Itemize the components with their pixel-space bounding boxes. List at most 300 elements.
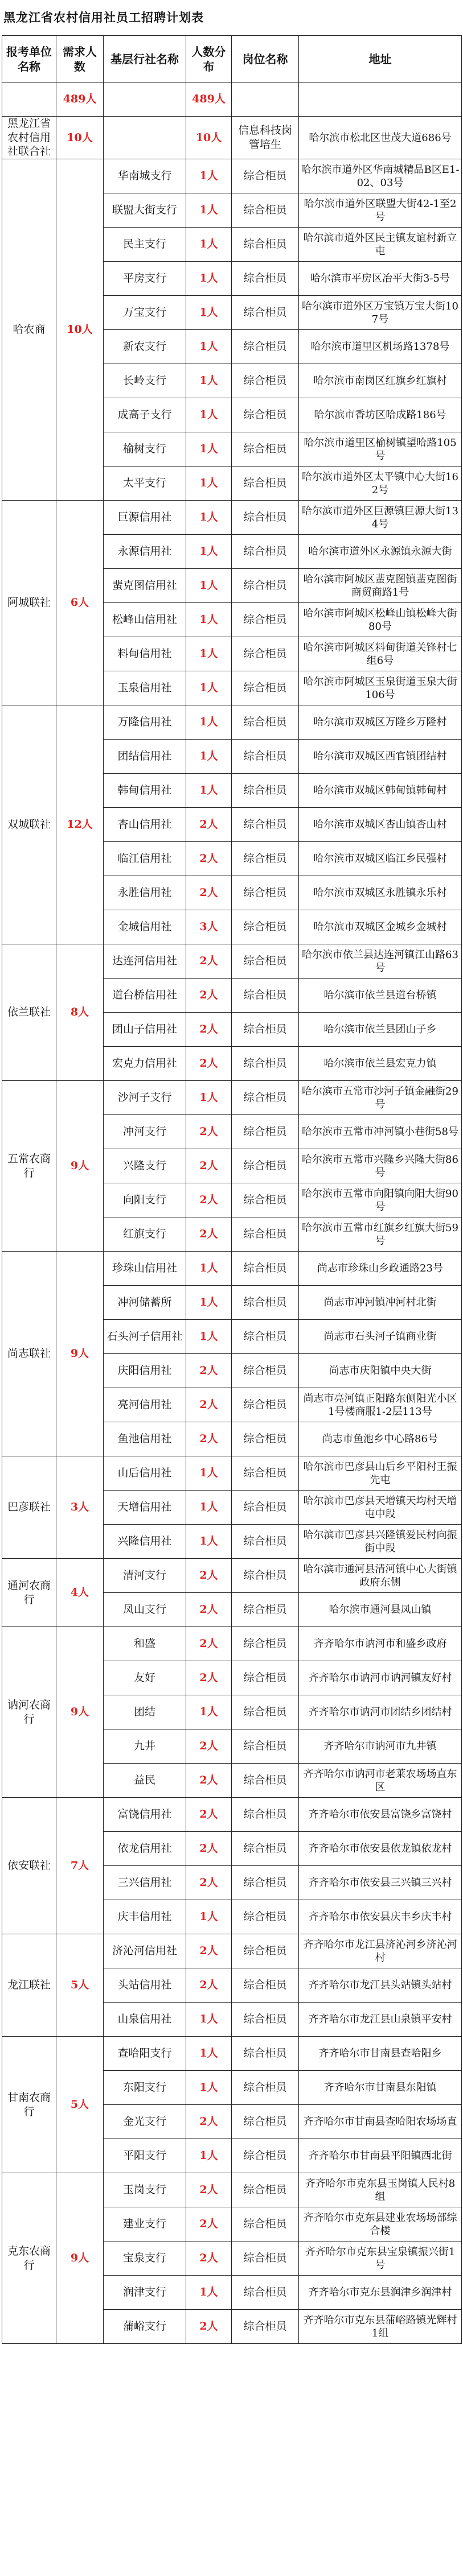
unit-name-cell: 五常农商行 [2, 1081, 56, 1252]
alloc-count-cell: 1人 [186, 262, 232, 296]
position-name-cell: 综合柜员 [232, 637, 299, 671]
position-name-cell: 综合柜员 [232, 228, 299, 262]
position-name-cell: 综合柜员 [232, 1320, 299, 1354]
branch-name-cell: 民主支行 [104, 228, 186, 262]
alloc-count-cell: 2人 [186, 1832, 232, 1866]
address-cell: 哈尔滨市阿城区松峰山镇松峰大街80号 [299, 603, 462, 637]
position-name-cell: 综合柜员 [232, 603, 299, 637]
alloc-count-cell: 1人 [186, 193, 232, 228]
address-cell: 哈尔滨市双城区金城乡金城村 [299, 910, 462, 944]
alloc-count-cell: 1人 [186, 2003, 232, 2037]
branch-name-cell: 天增信用社 [104, 1491, 186, 1525]
address-cell: 齐齐哈尔市讷河市讷河镇友好村 [299, 1661, 462, 1695]
address-cell: 齐齐哈尔市讷河市和盛乡政府 [299, 1627, 462, 1661]
alloc-count-cell: 2人 [186, 1047, 232, 1081]
branch-name-cell: 三兴信用社 [104, 1866, 186, 1900]
address-cell: 哈尔滨市通河县凤山镇 [299, 1593, 462, 1627]
branch-name-cell: 宝泉支行 [104, 2241, 186, 2276]
table-row [2, 2037, 462, 2071]
address-cell: 齐齐哈尔市依安县依龙镇依龙村 [299, 1832, 462, 1866]
address-cell: 哈尔滨市双城区永胜镇永乐村 [299, 876, 462, 910]
position-name-cell: 综合柜员 [232, 1934, 299, 1968]
branch-name-cell: 石头河子信用社 [104, 1320, 186, 1354]
address-cell: 齐齐哈尔市克东县宝泉镇振兴街1号 [299, 2241, 462, 2276]
address-cell: 哈尔滨市松北区世茂大道686号 [299, 117, 462, 159]
position-name-cell: 综合柜员 [232, 842, 299, 876]
alloc-count-cell: 2人 [186, 2241, 232, 2276]
address-cell: 哈尔滨市南岗区红旗乡红旗村 [299, 364, 462, 398]
address-cell: 齐齐哈尔市克东县蒲峪路镇光辉村1组 [299, 2310, 462, 2344]
position-name-cell: 综合柜员 [232, 1047, 299, 1081]
address-cell: 哈尔滨市阿城区料甸街道关锋村七组6号 [299, 637, 462, 671]
branch-name-cell: 料甸信用社 [104, 637, 186, 671]
alloc-count-cell: 2人 [186, 1559, 232, 1593]
branch-name-cell: 蜚克图信用社 [104, 569, 186, 603]
position-name-cell: 综合柜员 [232, 2003, 299, 2037]
address-cell: 哈尔滨市道外区万宝镇万宝大街107号 [299, 296, 462, 330]
demand-count-cell: 3人 [56, 1456, 104, 1559]
address-cell: 齐齐哈尔市克东县玉岗镇人民村8组 [299, 2173, 462, 2207]
unit-name-cell: 依安联社 [2, 1798, 56, 1934]
branch-name-cell: 平房支行 [104, 262, 186, 296]
branch-name-cell: 和盛 [104, 1627, 186, 1661]
demand-count-cell: 9人 [56, 2173, 104, 2344]
alloc-count-cell: 1人 [186, 637, 232, 671]
address-cell: 哈尔滨市双城区万隆乡万隆村 [299, 705, 462, 740]
branch-name-cell: 临江信用社 [104, 842, 186, 876]
header-position: 岗位名称 [232, 36, 299, 82]
address-cell: 哈尔滨市道里区机场路1378号 [299, 330, 462, 364]
branch-name-cell: 团山子信用社 [104, 1013, 186, 1047]
branch-name-cell: 达连河信用社 [104, 944, 186, 979]
alloc-count-cell: 2人 [186, 1013, 232, 1047]
unit-name-cell: 巴彦联社 [2, 1456, 56, 1559]
position-name-cell: 综合柜员 [232, 432, 299, 467]
position-name-cell: 综合柜员 [232, 1866, 299, 1900]
address-cell: 哈尔滨市通河县清河镇中心大街镇政府东侧 [299, 1559, 462, 1593]
alloc-count-cell: 1人 [186, 774, 232, 808]
alloc-count-cell: 1人 [186, 2276, 232, 2310]
header-region: 报考单位名称 [2, 36, 56, 82]
address-cell: 齐齐哈尔市甘南县查哈阳农场场直 [299, 2105, 462, 2139]
address-cell: 齐齐哈尔市甘南县东阳镇 [299, 2071, 462, 2105]
address-cell: 齐齐哈尔市讷河市九井镇 [299, 1729, 462, 1764]
address-cell: 齐齐哈尔市甘南县查哈阳乡 [299, 2037, 462, 2071]
totals-region [2, 82, 56, 117]
branch-name-cell: 杏山信用社 [104, 808, 186, 842]
demand-count-cell: 5人 [56, 2037, 104, 2173]
address-cell: 哈尔滨市平房区冶平大街3-5号 [299, 262, 462, 296]
branch-name-cell: 鱼池信用社 [104, 1422, 186, 1456]
position-name-cell: 综合柜员 [232, 2241, 299, 2276]
branch-name-cell: 益民 [104, 1764, 186, 1798]
branch-name-cell: 榆树支行 [104, 432, 186, 467]
unit-name-cell: 甘南农商行 [2, 2037, 56, 2173]
branch-name-cell: 东阳支行 [104, 2071, 186, 2105]
alloc-count-cell: 2人 [186, 2173, 232, 2207]
unit-name-cell: 黑龙江省农村信用社联合社 [2, 117, 56, 159]
address-cell: 哈尔滨市双城区西官镇团结村 [299, 740, 462, 774]
alloc-count-cell: 1人 [186, 296, 232, 330]
address-cell: 哈尔滨市依兰县达连河镇江山路63号 [299, 944, 462, 979]
branch-name-cell: 清河支行 [104, 1559, 186, 1593]
address-cell: 齐齐哈尔市克东县建业农场场部综合楼 [299, 2207, 462, 2241]
demand-count-cell: 6人 [56, 501, 104, 705]
branch-name-cell: 团结信用社 [104, 740, 186, 774]
branch-name-cell: 济沁河信用社 [104, 1934, 186, 1968]
alloc-count-cell: 1人 [186, 535, 232, 569]
alloc-count-cell: 2人 [186, 876, 232, 910]
branch-name-cell: 万宝支行 [104, 296, 186, 330]
branch-name-cell: 冲河支行 [104, 1115, 186, 1149]
branch-name-cell: 韩甸信用社 [104, 774, 186, 808]
table-row [2, 1627, 462, 1661]
alloc-count-cell: 1人 [186, 2037, 232, 2071]
position-name-cell: 综合柜员 [232, 1627, 299, 1661]
demand-count-cell: 12人 [56, 705, 104, 944]
position-name-cell: 综合柜员 [232, 1968, 299, 2003]
branch-name-cell: 冲河储蓄所 [104, 1286, 186, 1320]
alloc-count-cell: 1人 [186, 603, 232, 637]
address-cell: 哈尔滨市道外区联盟大街42-1至2号 [299, 193, 462, 228]
unit-name-cell: 双城联社 [2, 705, 56, 944]
table-row [2, 705, 462, 740]
address-cell: 哈尔滨市巴彦县兴隆镇爱民村向振街中段 [299, 1525, 462, 1559]
position-name-cell: 综合柜员 [232, 193, 299, 228]
table-row [2, 1081, 462, 1115]
branch-name-cell: 道台桥信用社 [104, 979, 186, 1013]
branch-name-cell [104, 117, 186, 159]
alloc-count-cell: 2人 [186, 842, 232, 876]
branch-name-cell: 蒲峪支行 [104, 2310, 186, 2344]
position-name-cell: 综合柜员 [232, 1764, 299, 1798]
address-cell: 哈尔滨市五常市红旗乡红旗大街59号 [299, 1217, 462, 1252]
position-name-cell: 综合柜员 [232, 2310, 299, 2344]
alloc-count-cell: 3人 [186, 910, 232, 944]
totals-demand: 489人 [56, 82, 104, 117]
branch-name-cell: 成高子支行 [104, 398, 186, 432]
position-name-cell: 综合柜员 [232, 1695, 299, 1729]
totals-address [299, 82, 462, 117]
position-name-cell: 综合柜员 [232, 1422, 299, 1456]
unit-name-cell: 通河农商行 [2, 1559, 56, 1627]
position-name-cell: 综合柜员 [232, 262, 299, 296]
demand-count-cell: 9人 [56, 1252, 104, 1456]
address-cell: 哈尔滨市五常市向阳镇向阳大街90号 [299, 1183, 462, 1217]
demand-count-cell: 5人 [56, 1934, 104, 2037]
alloc-count-cell: 1人 [186, 159, 232, 193]
branch-name-cell: 沙河子支行 [104, 1081, 186, 1115]
alloc-count-cell: 2人 [186, 1183, 232, 1217]
branch-name-cell: 查哈阳支行 [104, 2037, 186, 2071]
position-name-cell: 综合柜员 [232, 1832, 299, 1866]
demand-count-cell: 9人 [56, 1627, 104, 1798]
address-cell: 齐齐哈尔市依安县庆丰乡庆丰村 [299, 1900, 462, 1934]
position-name-cell: 综合柜员 [232, 979, 299, 1013]
alloc-count-cell: 2人 [186, 1149, 232, 1183]
position-name-cell: 综合柜员 [232, 296, 299, 330]
position-name-cell: 综合柜员 [232, 501, 299, 535]
position-name-cell: 综合柜员 [232, 1115, 299, 1149]
position-name-cell: 综合柜员 [232, 1286, 299, 1320]
table-row [2, 2173, 462, 2207]
alloc-count-cell: 2人 [186, 1115, 232, 1149]
header-address: 地址 [299, 36, 462, 82]
alloc-count-cell: 1人 [186, 330, 232, 364]
demand-count-cell: 4人 [56, 1559, 104, 1627]
totals-row [2, 82, 462, 117]
address-cell: 尚志市冲河镇冲河村北街 [299, 1286, 462, 1320]
position-name-cell: 综合柜员 [232, 569, 299, 603]
branch-name-cell: 巨源信用社 [104, 501, 186, 535]
alloc-count-cell: 2人 [186, 1422, 232, 1456]
position-name-cell: 综合柜员 [232, 1456, 299, 1491]
unit-name-cell: 尚志联社 [2, 1252, 56, 1456]
alloc-count-cell: 1人 [186, 1900, 232, 1934]
demand-count-cell: 9人 [56, 1081, 104, 1252]
unit-name-cell: 哈农商 [2, 159, 56, 501]
alloc-count-cell: 2人 [186, 1968, 232, 2003]
position-name-cell: 综合柜员 [232, 535, 299, 569]
alloc-count-cell: 1人 [186, 671, 232, 705]
address-cell: 哈尔滨市道外区华南城精品B区E1-02、03号 [299, 159, 462, 193]
address-cell: 哈尔滨市双城区临江乡民强村 [299, 842, 462, 876]
table-row [2, 1934, 462, 1968]
alloc-count-cell: 1人 [186, 1286, 232, 1320]
totals-position [232, 82, 299, 117]
alloc-count-cell: 1人 [186, 1081, 232, 1115]
address-cell: 齐齐哈尔市依安县富饶乡富饶村 [299, 1798, 462, 1832]
position-name-cell: 综合柜员 [232, 910, 299, 944]
alloc-count-cell: 1人 [186, 705, 232, 740]
address-cell: 哈尔滨市阿城区玉泉街道玉泉大街106号 [299, 671, 462, 705]
alloc-count-cell: 2人 [186, 1388, 232, 1422]
address-cell: 尚志市亮河镇正阳路东侧阳光小区1号楼商服1-2层113号 [299, 1388, 462, 1422]
table-header-row [2, 36, 462, 82]
header-alloc: 人数分布 [186, 36, 232, 82]
branch-name-cell: 建业支行 [104, 2207, 186, 2241]
address-cell: 齐齐哈尔市讷河市老莱农场场直东区 [299, 1764, 462, 1798]
address-cell: 齐齐哈尔市龙江县济沁河乡济沁河村 [299, 1934, 462, 1968]
position-name-cell: 综合柜员 [232, 1798, 299, 1832]
address-cell: 哈尔滨市道外区永源镇永源大街 [299, 535, 462, 569]
position-name-cell: 综合柜员 [232, 1217, 299, 1252]
unit-name-cell: 讷河农商行 [2, 1627, 56, 1798]
position-name-cell: 综合柜员 [232, 2207, 299, 2241]
address-cell: 哈尔滨市道外区太平镇中心大街162号 [299, 467, 462, 501]
position-name-cell: 综合柜员 [232, 1013, 299, 1047]
address-cell: 尚志市鱼池乡中心路86号 [299, 1422, 462, 1456]
position-name-cell: 综合柜员 [232, 364, 299, 398]
header-branch: 基层行社名称 [104, 36, 186, 82]
branch-name-cell: 凤山支行 [104, 1593, 186, 1627]
branch-name-cell: 九井 [104, 1729, 186, 1764]
alloc-count-cell: 1人 [186, 364, 232, 398]
address-cell: 哈尔滨市依兰县道台桥镇 [299, 979, 462, 1013]
unit-name-cell: 依兰联社 [2, 944, 56, 1081]
address-cell: 哈尔滨市五常市兴隆乡兴隆大街86号 [299, 1149, 462, 1183]
table-row [2, 1798, 462, 1832]
alloc-count-cell: 1人 [186, 432, 232, 467]
alloc-count-cell: 2人 [186, 2310, 232, 2344]
address-cell: 尚志市珍珠山乡政通路23号 [299, 1252, 462, 1286]
branch-name-cell: 联盟大街支行 [104, 193, 186, 228]
unit-name-cell: 龙江联社 [2, 1934, 56, 2037]
branch-name-cell: 玉泉信用社 [104, 671, 186, 705]
position-name-cell: 综合柜员 [232, 1491, 299, 1525]
alloc-count-cell: 2人 [186, 1729, 232, 1764]
branch-name-cell: 珍珠山信用社 [104, 1252, 186, 1286]
alloc-count-cell: 1人 [186, 1456, 232, 1491]
unit-name-cell: 克东农商行 [2, 2173, 56, 2344]
branch-name-cell: 润津支行 [104, 2276, 186, 2310]
address-cell: 哈尔滨市道里区榆树镇望哈路105号 [299, 432, 462, 467]
branch-name-cell: 向阳支行 [104, 1183, 186, 1217]
branch-name-cell: 新农支行 [104, 330, 186, 364]
alloc-count-cell: 1人 [186, 1491, 232, 1525]
alloc-count-cell: 2人 [186, 1798, 232, 1832]
branch-name-cell: 亮河信用社 [104, 1388, 186, 1422]
demand-count-cell: 8人 [56, 944, 104, 1081]
alloc-count-cell: 1人 [186, 1252, 232, 1286]
alloc-count-cell: 2人 [186, 1627, 232, 1661]
alloc-count-cell: 10人 [186, 117, 232, 159]
alloc-count-cell: 1人 [186, 1695, 232, 1729]
branch-name-cell: 松峰山信用社 [104, 603, 186, 637]
address-cell: 哈尔滨市道外区巨源镇巨源大街134号 [299, 501, 462, 535]
position-name-cell: 综合柜员 [232, 398, 299, 432]
address-cell: 哈尔滨市巴彦县天增镇天均村天增屯中段 [299, 1491, 462, 1525]
position-name-cell: 综合柜员 [232, 944, 299, 979]
branch-name-cell: 金城信用社 [104, 910, 186, 944]
position-name-cell: 综合柜员 [232, 2037, 299, 2071]
position-name-cell: 综合柜员 [232, 2276, 299, 2310]
unit-name-cell: 阿城联社 [2, 501, 56, 705]
branch-name-cell: 山泉信用社 [104, 2003, 186, 2037]
address-cell: 哈尔滨市五常市冲河镇小巷街58号 [299, 1115, 462, 1149]
demand-count-cell: 10人 [56, 159, 104, 501]
address-cell: 齐齐哈尔市依安县三兴镇三兴村 [299, 1866, 462, 1900]
branch-name-cell: 依龙信用社 [104, 1832, 186, 1866]
alloc-count-cell: 1人 [186, 740, 232, 774]
alloc-count-cell: 2人 [186, 979, 232, 1013]
address-cell: 哈尔滨市双城区韩甸镇韩甸村 [299, 774, 462, 808]
alloc-count-cell: 1人 [186, 1320, 232, 1354]
position-name-cell: 综合柜员 [232, 2139, 299, 2173]
totals-alloc: 489人 [186, 82, 232, 117]
branch-name-cell: 永源信用社 [104, 535, 186, 569]
header-demand: 需求人数 [56, 36, 104, 82]
position-name-cell: 综合柜员 [232, 1081, 299, 1115]
position-name-cell: 综合柜员 [232, 1661, 299, 1695]
branch-name-cell: 宏克力信用社 [104, 1047, 186, 1081]
position-name-cell: 综合柜员 [232, 159, 299, 193]
position-name-cell: 综合柜员 [232, 2105, 299, 2139]
table-row [2, 944, 462, 979]
alloc-count-cell: 2人 [186, 2207, 232, 2241]
alloc-count-cell: 1人 [186, 228, 232, 262]
position-name-cell: 综合柜员 [232, 467, 299, 501]
address-cell: 哈尔滨市双城区杏山镇杏山村 [299, 808, 462, 842]
table-row [2, 159, 462, 193]
address-cell: 齐齐哈尔市龙江县山泉镇平安村 [299, 2003, 462, 2037]
position-name-cell: 综合柜员 [232, 1183, 299, 1217]
branch-name-cell: 团结 [104, 1695, 186, 1729]
position-name-cell: 信息科技岗管培生 [232, 117, 299, 159]
alloc-count-cell: 2人 [186, 944, 232, 979]
branch-name-cell: 金光支行 [104, 2105, 186, 2139]
branch-name-cell: 永胜信用社 [104, 876, 186, 910]
position-name-cell: 综合柜员 [232, 1354, 299, 1388]
alloc-count-cell: 1人 [186, 467, 232, 501]
demand-count-cell: 7人 [56, 1798, 104, 1934]
alloc-count-cell: 1人 [186, 569, 232, 603]
position-name-cell: 综合柜员 [232, 1252, 299, 1286]
position-name-cell: 综合柜员 [232, 1149, 299, 1183]
alloc-count-cell: 2人 [186, 2105, 232, 2139]
address-cell: 哈尔滨市道外区民主镇友谊村新立屯 [299, 228, 462, 262]
alloc-count-cell: 1人 [186, 2139, 232, 2173]
address-cell: 齐齐哈尔市讷河市团结乡团结村 [299, 1695, 462, 1729]
alloc-count-cell: 1人 [186, 398, 232, 432]
alloc-count-cell: 2人 [186, 808, 232, 842]
branch-name-cell: 山后信用社 [104, 1456, 186, 1491]
branch-name-cell: 富饶信用社 [104, 1798, 186, 1832]
position-name-cell: 综合柜员 [232, 1900, 299, 1934]
position-name-cell: 综合柜员 [232, 1559, 299, 1593]
table-row [2, 1559, 462, 1593]
document-title: 黑龙江省农村信用社员工招聘计划表 [3, 10, 204, 24]
totals-branch [104, 82, 186, 117]
branch-name-cell: 玉岗支行 [104, 2173, 186, 2207]
position-name-cell: 综合柜员 [232, 876, 299, 910]
position-name-cell: 综合柜员 [232, 330, 299, 364]
branch-name-cell: 长岭支行 [104, 364, 186, 398]
alloc-count-cell: 2人 [186, 1661, 232, 1695]
address-cell: 哈尔滨市依兰县宏克力镇 [299, 1047, 462, 1081]
alloc-count-cell: 1人 [186, 1525, 232, 1559]
position-name-cell: 综合柜员 [232, 671, 299, 705]
recruitment-table [2, 35, 462, 2344]
address-cell: 齐齐哈尔市克东县润津乡润津村 [299, 2276, 462, 2310]
branch-name-cell: 兴隆支行 [104, 1149, 186, 1183]
branch-name-cell: 太平支行 [104, 467, 186, 501]
branch-name-cell: 庆丰信用社 [104, 1900, 186, 1934]
position-name-cell: 综合柜员 [232, 808, 299, 842]
address-cell: 尚志市庆阳镇中央大街 [299, 1354, 462, 1388]
alloc-count-cell: 2人 [186, 1764, 232, 1798]
position-name-cell: 综合柜员 [232, 1388, 299, 1422]
branch-name-cell: 庆阳信用社 [104, 1354, 186, 1388]
branch-name-cell: 红旗支行 [104, 1217, 186, 1252]
position-name-cell: 综合柜员 [232, 1593, 299, 1627]
branch-name-cell: 头站信用社 [104, 1968, 186, 2003]
position-name-cell: 综合柜员 [232, 740, 299, 774]
branch-name-cell: 友好 [104, 1661, 186, 1695]
branch-name-cell: 平阳支行 [104, 2139, 186, 2173]
alloc-count-cell: 2人 [186, 1354, 232, 1388]
address-cell: 齐齐哈尔市甘南县平阳镇西北街 [299, 2139, 462, 2173]
table-row [2, 1252, 462, 1286]
address-cell: 哈尔滨市阿城区蜚克图镇蜚克图街商贸商路1号 [299, 569, 462, 603]
position-name-cell: 综合柜员 [232, 1729, 299, 1764]
address-cell: 尚志市石头河子镇商业街 [299, 1320, 462, 1354]
table-row [2, 1456, 462, 1491]
address-cell: 哈尔滨市巴彦县山后乡平阳村王振先屯 [299, 1456, 462, 1491]
address-cell: 哈尔滨市五常市沙河子镇金融街29号 [299, 1081, 462, 1115]
address-cell: 哈尔滨市依兰县团山子乡 [299, 1013, 462, 1047]
demand-count-cell: 10人 [56, 117, 104, 159]
